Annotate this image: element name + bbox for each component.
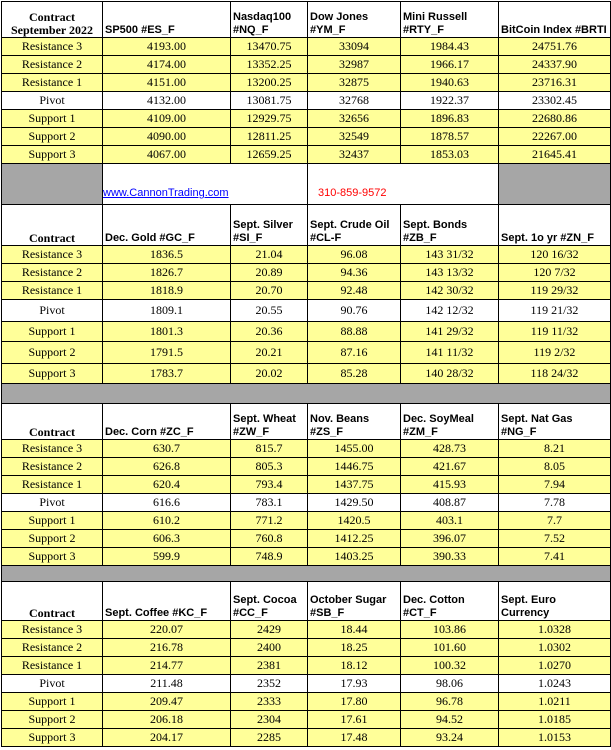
level-value: 771.2	[231, 512, 308, 530]
level-value: 783.1	[231, 494, 308, 512]
instrument-header	[499, 2, 611, 38]
instrument-header	[308, 2, 401, 38]
level-value: 142 12/32	[401, 300, 499, 322]
instrument-header	[103, 2, 231, 38]
instrument-header	[401, 582, 499, 621]
instrument-header-line: SP500 #ES_F	[105, 24, 175, 36]
instrument-header-line: Dow Jones	[310, 11, 369, 23]
level-value: 32549	[308, 128, 401, 146]
level-value: 32656	[308, 110, 401, 128]
level-row	[2, 92, 611, 110]
level-value: 1.0153	[499, 729, 611, 747]
level-value: 13200.25	[231, 74, 308, 92]
level-value: 4132.00	[103, 92, 231, 110]
level-value: 20.70	[231, 282, 308, 300]
level-value: 20.02	[231, 364, 308, 384]
level-value: 630.7	[103, 440, 231, 458]
level-row	[2, 56, 611, 74]
separator-cell	[2, 566, 611, 582]
instrument-header-line: Nasdaq100	[233, 11, 292, 23]
level-value: 24751.76	[499, 38, 611, 56]
level-row	[2, 282, 611, 300]
level-value: 4109.00	[103, 110, 231, 128]
instrument-header	[308, 404, 401, 440]
contract-label: Contract	[29, 425, 75, 439]
level-value: 4193.00	[103, 38, 231, 56]
instrument-header-line: Dec. SoyMeal	[403, 413, 474, 425]
level-value: 4151.00	[103, 74, 231, 92]
level-value: 119 11/32	[499, 322, 611, 342]
level-value: 1922.37	[401, 92, 499, 110]
instrument-header-line: Dec. Cotton	[403, 594, 465, 606]
level-value: 141 29/32	[401, 322, 499, 342]
level-label: Support 1	[2, 322, 103, 342]
level-value: 1984.43	[401, 38, 499, 56]
level-label: Resistance 2	[2, 458, 103, 476]
level-row	[2, 693, 611, 711]
instrument-header-line: Sept. Euro	[501, 594, 557, 606]
level-value: 90.76	[308, 300, 401, 322]
level-value: 101.60	[401, 639, 499, 657]
level-label: Resistance 2	[2, 264, 103, 282]
level-value: 100.32	[401, 657, 499, 675]
level-value: 2352	[231, 675, 308, 693]
section-separator	[2, 164, 611, 205]
level-label: Pivot	[2, 92, 103, 110]
level-value: 22267.00	[499, 128, 611, 146]
level-label: Resistance 3	[2, 621, 103, 639]
level-value: 8.05	[499, 458, 611, 476]
instrument-header-line: Dec. Corn #ZC_F	[105, 426, 194, 438]
level-row	[2, 342, 611, 364]
level-value: 120 16/32	[499, 246, 611, 264]
contract-header-cell	[2, 582, 103, 621]
level-value: 119 21/32	[499, 300, 611, 322]
level-value: 1791.5	[103, 342, 231, 364]
instrument-header-line: #ZW_F	[233, 426, 270, 438]
level-value: 142 30/32	[401, 282, 499, 300]
section-header-row	[2, 205, 611, 246]
level-label: Resistance 1	[2, 657, 103, 675]
level-label: Resistance 2	[2, 639, 103, 657]
level-value: 220.07	[103, 621, 231, 639]
level-value: 428.73	[401, 440, 499, 458]
level-label: Support 3	[2, 364, 103, 384]
level-label: Support 1	[2, 110, 103, 128]
level-value: 92.48	[308, 282, 401, 300]
website-link[interactable]: www.CannonTrading.com	[103, 187, 229, 199]
level-value: 805.3	[231, 458, 308, 476]
level-value: 408.87	[401, 494, 499, 512]
level-label: Support 2	[2, 530, 103, 548]
level-row	[2, 476, 611, 494]
level-value: 1.0243	[499, 675, 611, 693]
level-label: Resistance 3	[2, 246, 103, 264]
instrument-header	[401, 2, 499, 38]
instrument-header-line: Sept. 1o yr #ZN_F	[501, 232, 594, 244]
level-value: 118 24/32	[499, 364, 611, 384]
level-row	[2, 657, 611, 675]
instrument-header-line: October Sugar	[310, 594, 387, 606]
instrument-header	[499, 205, 611, 246]
level-value: 21.04	[231, 246, 308, 264]
level-label: Support 1	[2, 512, 103, 530]
level-label: Support 3	[2, 146, 103, 164]
level-row	[2, 74, 611, 92]
level-value: 793.4	[231, 476, 308, 494]
level-row	[2, 146, 611, 164]
level-value: 17.61	[308, 711, 401, 729]
instrument-header-line: Sept. Crude Oil	[310, 219, 390, 231]
level-value: 7.78	[499, 494, 611, 512]
level-value: 18.44	[308, 621, 401, 639]
level-value: 1878.57	[401, 128, 499, 146]
instrument-header	[103, 404, 231, 440]
level-row	[2, 548, 611, 566]
level-value: 13081.75	[231, 92, 308, 110]
instrument-header-line: #SB_F	[310, 607, 345, 619]
level-value: 143 13/32	[401, 264, 499, 282]
level-row	[2, 322, 611, 342]
instrument-header-line: Mini Russell	[403, 11, 468, 23]
level-value: 20.55	[231, 300, 308, 322]
level-label: Pivot	[2, 494, 103, 512]
level-value: 12659.25	[231, 146, 308, 164]
level-value: 7.41	[499, 548, 611, 566]
level-row	[2, 246, 611, 264]
level-value: 2381	[231, 657, 308, 675]
instrument-header	[499, 404, 611, 440]
level-value: 2333	[231, 693, 308, 711]
level-value: 17.93	[308, 675, 401, 693]
level-row	[2, 675, 611, 693]
level-value: 143 31/32	[401, 246, 499, 264]
level-value: 415.93	[401, 476, 499, 494]
instrument-header-line: BitCoin Index #BRTI	[501, 24, 607, 36]
level-value: 87.16	[308, 342, 401, 364]
level-row	[2, 458, 611, 476]
instrument-header-line: #CC_F	[233, 607, 268, 619]
section-header-row	[2, 404, 611, 440]
instrument-header-line: Sept. Cocoa	[233, 594, 297, 606]
level-value: 119 2/32	[499, 342, 611, 364]
level-value: 1.0211	[499, 693, 611, 711]
level-row	[2, 711, 611, 729]
level-value: 120 7/32	[499, 264, 611, 282]
level-label: Support 2	[2, 128, 103, 146]
instrument-header-line: Sept. Bonds	[403, 219, 468, 231]
level-row	[2, 440, 611, 458]
instrument-header	[231, 404, 308, 440]
instrument-header-line: #CT_F	[403, 607, 437, 619]
section-header-row	[2, 2, 611, 38]
instrument-header	[308, 582, 401, 621]
instrument-header	[103, 582, 231, 621]
instrument-header-line: #NQ_F	[233, 24, 269, 36]
level-value: 1420.5	[308, 512, 401, 530]
level-value: 1896.83	[401, 110, 499, 128]
banner-link-cell	[103, 164, 308, 205]
contract-label: Contract	[29, 606, 75, 620]
level-value: 96.08	[308, 246, 401, 264]
level-value: 396.07	[401, 530, 499, 548]
level-value: 620.4	[103, 476, 231, 494]
level-value: 1455.00	[308, 440, 401, 458]
level-row	[2, 300, 611, 322]
level-row	[2, 621, 611, 639]
instrument-header	[401, 404, 499, 440]
level-row	[2, 530, 611, 548]
level-value: 211.48	[103, 675, 231, 693]
level-value: 1853.03	[401, 146, 499, 164]
contract-header-cell	[2, 2, 103, 38]
contract-label: Contract	[29, 231, 75, 245]
level-value: 4090.00	[103, 128, 231, 146]
level-value: 1801.3	[103, 322, 231, 342]
level-value: 206.18	[103, 711, 231, 729]
banner-phone-cell	[308, 164, 499, 205]
level-value: 606.3	[103, 530, 231, 548]
level-value: 815.7	[231, 440, 308, 458]
level-row	[2, 110, 611, 128]
level-value: 98.06	[401, 675, 499, 693]
level-value: 23302.45	[499, 92, 611, 110]
level-value: 599.9	[103, 548, 231, 566]
level-value: 1966.17	[401, 56, 499, 74]
instrument-header	[308, 205, 401, 246]
instrument-header-line: #RTY_F	[403, 24, 444, 36]
level-value: 1429.50	[308, 494, 401, 512]
level-value: 17.80	[308, 693, 401, 711]
instrument-header-line: Currency	[501, 607, 550, 619]
level-row	[2, 128, 611, 146]
level-value: 4067.00	[103, 146, 231, 164]
level-label: Support 2	[2, 342, 103, 364]
level-value: 94.36	[308, 264, 401, 282]
phone-number[interactable]: 310-859-9572	[318, 187, 387, 199]
level-value: 1.0270	[499, 657, 611, 675]
level-value: 616.6	[103, 494, 231, 512]
instrument-header	[401, 205, 499, 246]
separator-cell	[2, 164, 103, 205]
instrument-header-line: #ZB_F	[403, 232, 437, 244]
level-label: Support 3	[2, 729, 103, 747]
level-value: 209.47	[103, 693, 231, 711]
level-value: 1412.25	[308, 530, 401, 548]
level-value: 2429	[231, 621, 308, 639]
level-value: 1.0302	[499, 639, 611, 657]
level-row	[2, 512, 611, 530]
level-value: 94.52	[401, 711, 499, 729]
level-value: 18.25	[308, 639, 401, 657]
month-label: September 2022	[10, 23, 94, 37]
level-value: 8.21	[499, 440, 611, 458]
level-value: 32987	[308, 56, 401, 74]
level-label: Resistance 1	[2, 282, 103, 300]
level-value: 20.89	[231, 264, 308, 282]
level-value: 7.7	[499, 512, 611, 530]
level-value: 96.78	[401, 693, 499, 711]
contract-header-cell	[2, 205, 103, 246]
level-label: Resistance 1	[2, 74, 103, 92]
pivot-levels-table	[1, 1, 611, 747]
level-value: 103.86	[401, 621, 499, 639]
level-value: 32875	[308, 74, 401, 92]
instrument-header-line: Nov. Beans	[310, 413, 370, 425]
level-value: 21645.41	[499, 146, 611, 164]
level-label: Resistance 3	[2, 440, 103, 458]
level-row	[2, 494, 611, 512]
level-value: 1437.75	[308, 476, 401, 494]
level-value: 216.78	[103, 639, 231, 657]
level-row	[2, 729, 611, 747]
level-value: 12811.25	[231, 128, 308, 146]
section-separator	[2, 566, 611, 582]
level-value: 23716.31	[499, 74, 611, 92]
level-value: 18.12	[308, 657, 401, 675]
level-value: 141 11/32	[401, 342, 499, 364]
level-value: 22680.86	[499, 110, 611, 128]
level-value: 204.17	[103, 729, 231, 747]
instrument-header-line: #NG_F	[501, 426, 537, 438]
level-value: 1.0185	[499, 711, 611, 729]
level-value: 33094	[308, 38, 401, 56]
level-value: 1446.75	[308, 458, 401, 476]
level-label: Resistance 1	[2, 476, 103, 494]
level-value: 214.77	[103, 657, 231, 675]
level-row	[2, 639, 611, 657]
level-value: 390.33	[401, 548, 499, 566]
level-row	[2, 38, 611, 56]
instrument-header-line: Sept. Nat Gas	[501, 413, 573, 425]
level-row	[2, 264, 611, 282]
level-label: Support 1	[2, 693, 103, 711]
instrument-header-line: Sept. Wheat	[233, 413, 296, 425]
section-header-row	[2, 582, 611, 621]
level-label: Resistance 3	[2, 38, 103, 56]
instrument-header-line: #ZM_F	[403, 426, 438, 438]
level-value: 1.0328	[499, 621, 611, 639]
section-separator	[2, 384, 611, 404]
level-value: 119 29/32	[499, 282, 611, 300]
instrument-header	[231, 2, 308, 38]
level-value: 1783.7	[103, 364, 231, 384]
level-value: 13470.75	[231, 38, 308, 56]
level-value: 2400	[231, 639, 308, 657]
level-value: 760.8	[231, 530, 308, 548]
level-label: Support 3	[2, 548, 103, 566]
instrument-header-line: Sept. Silver	[233, 219, 293, 231]
level-value: 17.48	[308, 729, 401, 747]
level-value: 20.36	[231, 322, 308, 342]
level-value: 1809.1	[103, 300, 231, 322]
level-value: 2304	[231, 711, 308, 729]
level-value: 1940.63	[401, 74, 499, 92]
level-value: 32768	[308, 92, 401, 110]
level-label: Pivot	[2, 675, 103, 693]
level-value: 140 28/32	[401, 364, 499, 384]
level-value: 2285	[231, 729, 308, 747]
level-label: Pivot	[2, 300, 103, 322]
contract-label: Contract	[29, 10, 75, 24]
level-value: 610.2	[103, 512, 231, 530]
level-value: 1403.25	[308, 548, 401, 566]
instrument-header-line: #SI_F	[233, 232, 263, 244]
level-value: 88.88	[308, 322, 401, 342]
level-value: 13352.25	[231, 56, 308, 74]
level-value: 85.28	[308, 364, 401, 384]
instrument-header	[231, 582, 308, 621]
level-value: 7.52	[499, 530, 611, 548]
level-value: 1818.9	[103, 282, 231, 300]
instrument-header-line: Dec. Gold #GC_F	[105, 232, 195, 244]
level-value: 7.94	[499, 476, 611, 494]
level-value: 626.8	[103, 458, 231, 476]
level-value: 20.21	[231, 342, 308, 364]
separator-cell	[2, 384, 611, 404]
instrument-header-line: #ZS_F	[310, 426, 344, 438]
level-value: 1836.5	[103, 246, 231, 264]
level-value: 32437	[308, 146, 401, 164]
level-label: Resistance 2	[2, 56, 103, 74]
level-value: 93.24	[401, 729, 499, 747]
level-value: 1826.7	[103, 264, 231, 282]
level-value: 4174.00	[103, 56, 231, 74]
level-value: 12929.75	[231, 110, 308, 128]
level-value: 421.67	[401, 458, 499, 476]
level-value: 24337.90	[499, 56, 611, 74]
separator-cell	[499, 164, 611, 205]
level-label: Support 2	[2, 711, 103, 729]
instrument-header	[231, 205, 308, 246]
instrument-header-line: Sept. Coffee #KC_F	[105, 607, 208, 619]
level-value: 403.1	[401, 512, 499, 530]
instrument-header-line: #CL-F	[310, 232, 342, 244]
instrument-header-line: #YM_F	[310, 24, 346, 36]
level-value: 748.9	[231, 548, 308, 566]
contract-header-cell	[2, 404, 103, 440]
level-row	[2, 364, 611, 384]
instrument-header	[499, 582, 611, 621]
instrument-header	[103, 205, 231, 246]
